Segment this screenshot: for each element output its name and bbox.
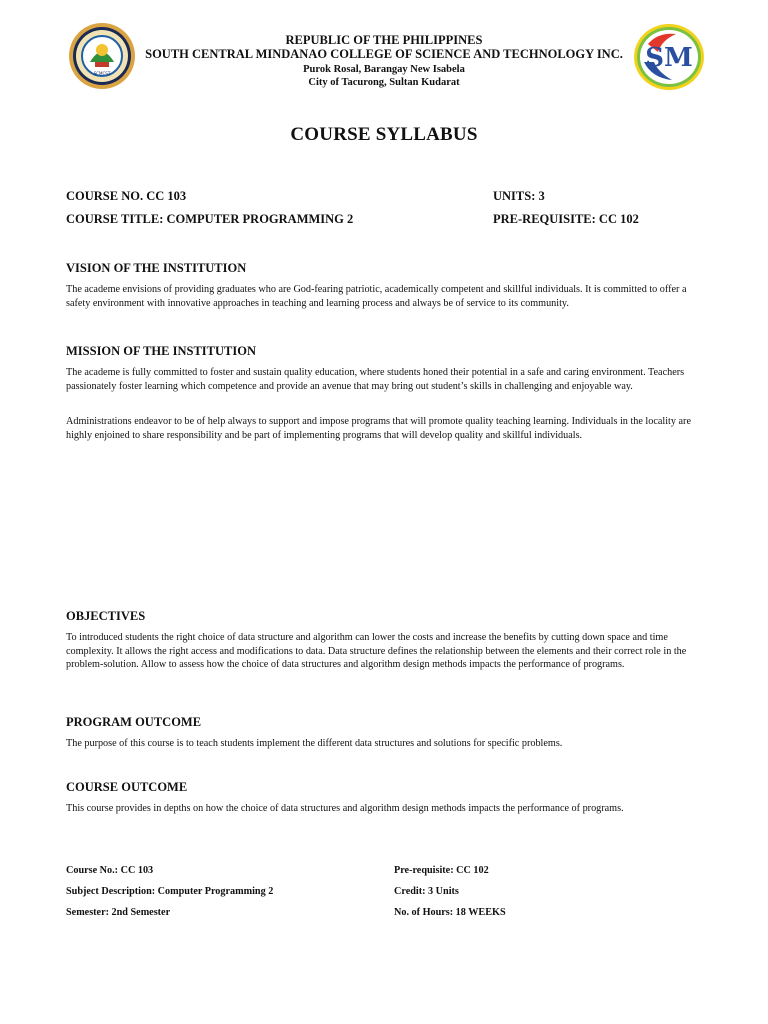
course-no: COURSE NO. CC 103 [66, 189, 187, 203]
prerequisite: PRE-REQUISITE: CC 102 [493, 212, 639, 226]
vision-heading: VISION OF THE INSTITUTION [66, 261, 247, 275]
objectives-text: To introduced students the right choice of data structure and algorithm can lower the costs and increase the benefits by cutting down space and time complexity. It allows the right access and modifications to data. Data structure defines the relationship between the elements and their correct role in the problem-solution. Allow to assess how the choice of data structures and algorithm design methods impacts the performance of programs. [66, 632, 687, 671]
course-outcome-text: This course provides in depths on how the choice of data structures and algorithm design methods impacts the performance of programs. [66, 803, 624, 814]
footer-hours: No. of Hours: 18 WEEKS [394, 907, 506, 918]
header-republic: REPUBLIC OF THE PHILIPPINES [285, 33, 483, 47]
svg-text:SCMCST: SCMCST [93, 71, 111, 76]
header-address-2: City of Tacurong, Sultan Kudarat [308, 77, 460, 88]
footer-semester: Semester: 2nd Semester [66, 907, 171, 918]
course-outcome-heading: COURSE OUTCOME [66, 780, 188, 794]
footer-course-no: Course No.: CC 103 [66, 865, 154, 876]
units: UNITS: 3 [493, 189, 545, 203]
svg-text:SM: SM [645, 43, 693, 73]
scmcst-logo-icon [632, 22, 706, 92]
footer-prerequisite: Pre-requisite: CC 102 [394, 865, 489, 876]
footer-subject-description: Subject Description: Computer Programming 2 [66, 886, 274, 897]
footer-credit: Credit: 3 Units [394, 886, 459, 897]
header-college-name: SOUTH CENTRAL MINDANAO COLLEGE OF SCIENCE AND TECHNOLOGY INC. [145, 47, 623, 61]
header-address-1: Purok Rosal, Barangay New Isabela [303, 64, 465, 75]
mission-text-1: The academe is fully committed to foster and sustain quality education, where students honed their potential in a safe and caring environment. Teachers passionately foster learning which competence and provide an avenue that may bring out student’s skills in challenging and enjoyable way. [66, 367, 685, 392]
course-title: COURSE TITLE: COMPUTER PROGRAMMING 2 [66, 212, 354, 226]
mission-text-2: Administrations endeavor to be of help always to support and impose programs that will promote quality teaching learning. Individuals in the locality are highly enjoined to share responsibility and be part of implementing programs that will develop quality and skillful individuals. [66, 416, 691, 441]
program-outcome-heading: PROGRAM OUTCOME [66, 715, 202, 729]
program-outcome-text: The purpose of this course is to teach students implement the different data structures and solutions for specific problems. [66, 738, 563, 749]
objectives-heading: OBJECTIVES [66, 609, 146, 623]
page-title: COURSE SYLLABUS [290, 124, 478, 145]
institution-header [120, 33, 648, 89]
mission-heading: MISSION OF THE INSTITUTION [66, 344, 256, 358]
vision-text: The academe envisions of providing graduates who are God-fearing patriotic, academically competent and skillful individuals. It is committed to offer a safety environment with innovative approaches in teaching and learning process and always be of service to its community. [66, 284, 687, 309]
